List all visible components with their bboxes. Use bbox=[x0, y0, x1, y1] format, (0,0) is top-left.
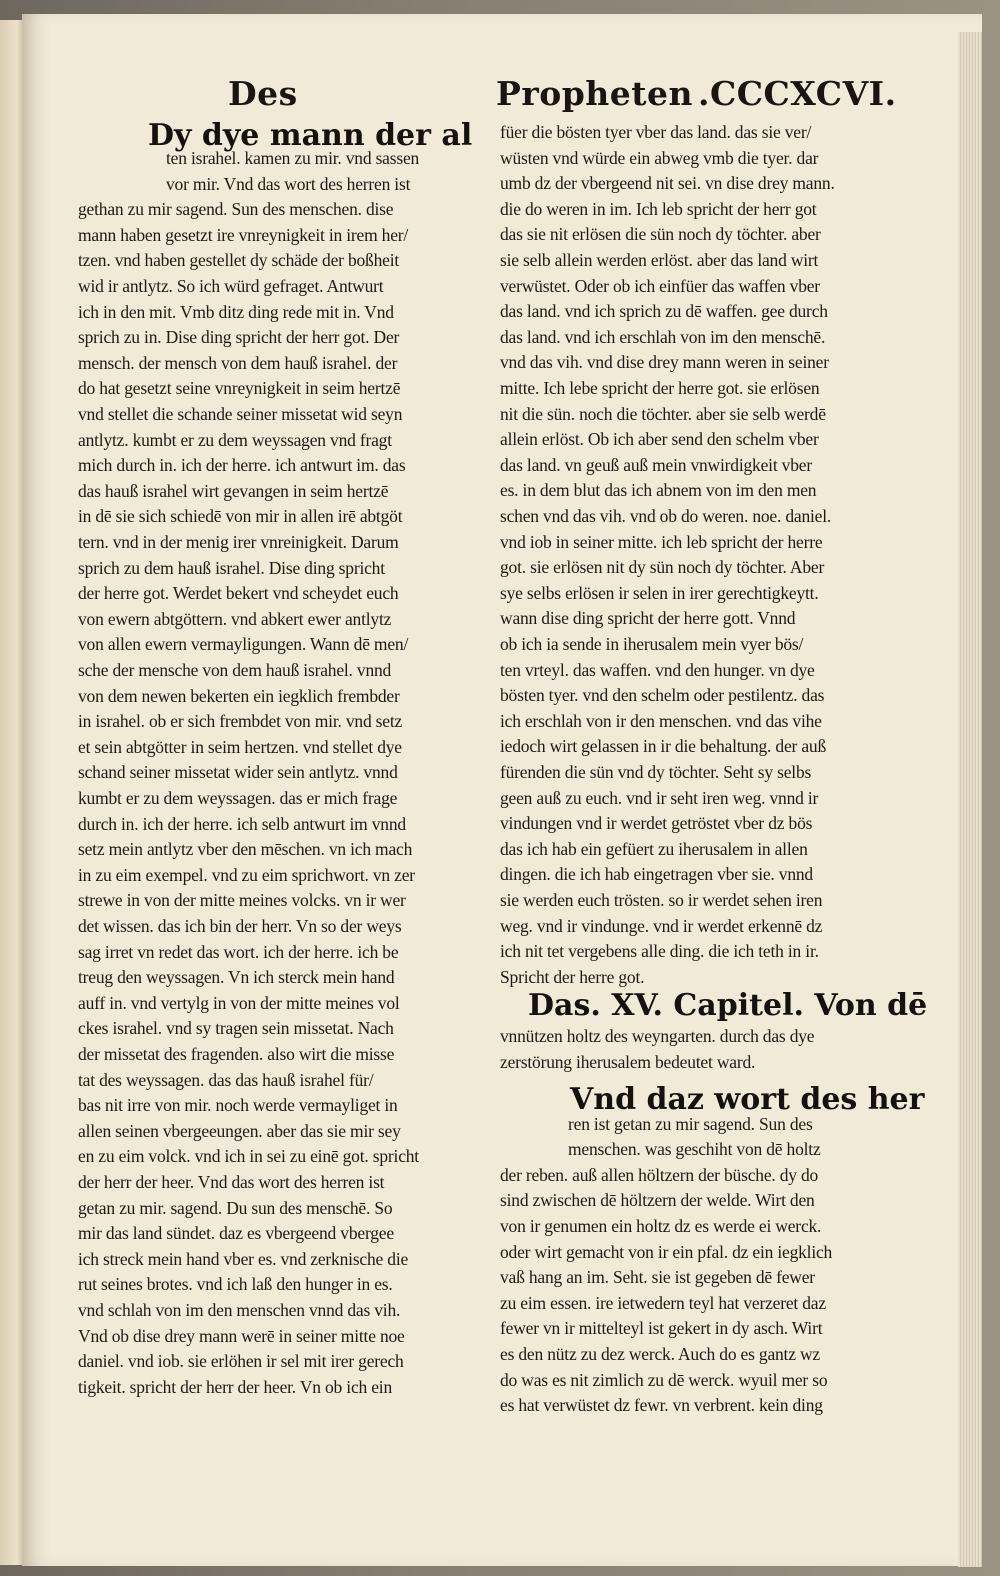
text-line: das hauß israhel wirt gevangen in seim hertzē bbox=[78, 480, 389, 501]
decorated-initial: Dy dye mann der al bbox=[148, 118, 473, 153]
text-line: von allen ewern vermayligungen. Wann dē men/ bbox=[78, 634, 409, 655]
text-line: vnd das vih. vnd dise drey mann weren in seiner bbox=[500, 352, 829, 373]
text-line: dingen. die ich hab eingetragen vber sie. vnnd bbox=[500, 864, 813, 885]
text-line: vindungen vnd ir werdet getröstet vber dz bös bbox=[500, 813, 813, 834]
text-line: ren ist getan zu mir sagend. Sun des bbox=[568, 1113, 813, 1134]
text-line: das sie nit erlösen die sün noch dy töchter. aber bbox=[500, 224, 821, 245]
text-line: do hat gesetzt seine vnreynigkeit in seim hertzē bbox=[78, 378, 401, 399]
text-line: sprich zu dem hauß israhel. Dise ding spricht bbox=[78, 557, 385, 578]
text-line: tzen. vnd haben gestellet dy schäde der boßheit bbox=[78, 250, 400, 271]
decorated-initial-2: Vnd daz wort des her bbox=[570, 1081, 925, 1117]
text-line: mich durch in. ich der herre. ich antwurt im. das bbox=[78, 455, 406, 476]
text-line: strewe in von der mitte meines volcks. vn ir wer bbox=[78, 890, 406, 911]
text-line: en zu eim volck. vnd ich in sei zu einē got. spricht bbox=[78, 1146, 419, 1167]
text-line: vaß hang an im. Seht. sie ist gegeben dē fewer bbox=[500, 1267, 815, 1288]
text-line: schand seiner missetat wider sein antlytz. vnnd bbox=[78, 762, 398, 783]
text-line: der reben. auß allen höltzern der büsche. dy do bbox=[500, 1164, 819, 1185]
text-line: menschen. was geschiht von dē holtz bbox=[568, 1139, 821, 1160]
text-line: allein erlöst. Ob ich aber send den schelm vber bbox=[500, 429, 819, 450]
text-line: sprich zu in. Dise ding spricht der herr got. Der bbox=[78, 327, 400, 348]
text-line: ich in den mit. Vmb ditz ding rede mit in. Vnd bbox=[78, 301, 394, 322]
text-line: der herre got. Werdet bekert vnd scheydet euch bbox=[78, 583, 399, 604]
text-line: in zu eim exempel. vnd zu eim sprichwort. vn zer bbox=[78, 864, 415, 885]
text-line: mir das land sündet. daz es vbergeend vbergee bbox=[78, 1223, 394, 1244]
text-line: das land. vnd ich erschlah von im den menschē. bbox=[500, 326, 826, 347]
chapter-heading: Das. XV. Capitel. Von dē bbox=[528, 988, 928, 1024]
text-line: sag irret vn redet das wort. ich der herre. ich be bbox=[78, 941, 399, 962]
text-line: sye selbs erlösen ir selen in irer gerechtigkeytt. bbox=[500, 582, 819, 603]
text-line: sie werden euch trösten. so ir werdet sehen iren bbox=[500, 890, 823, 910]
text-line: Vnd ob dise drey mann werē in seiner mitte noe bbox=[78, 1325, 405, 1346]
text-line: zu eim essen. ire ietwedern teyl hat verzeret daz bbox=[500, 1292, 826, 1313]
text-line: von ir genumen ein holtz dz es werde ei werck. bbox=[500, 1216, 822, 1236]
text-line: das land. vn geuß auß mein vnwirdigkeit vber bbox=[500, 454, 812, 475]
book-page bbox=[22, 14, 982, 1566]
text-line: antlytz. kumbt er zu dem weyssagen vnd fragt bbox=[78, 429, 392, 450]
text-line: det wissen. das ich bin der herr. Vn so der weys bbox=[78, 916, 402, 936]
text-line: wann dise ding spricht der herre gott. Vnnd bbox=[500, 608, 796, 629]
text-line: es. in dem blut das ich abnem von im den men bbox=[500, 480, 817, 501]
text-line: ten vrteyl. das waffen. vnd den hunger. vn dye bbox=[500, 659, 815, 680]
running-head-left: Des bbox=[228, 74, 298, 113]
text-line: der herr der heer. Vnd das wort des herren ist bbox=[78, 1172, 385, 1192]
text-line: sche der mensche von dem hauß israhel. vnnd bbox=[78, 660, 392, 680]
text-line: et sein abtgötter in seim hertzen. vnd stellet dye bbox=[78, 736, 402, 757]
text-line: vnd schlah von im den menschen vnnd das vih. bbox=[78, 1300, 401, 1320]
text-line: die do weren in im. Ich leb spricht der herr got bbox=[500, 198, 817, 219]
text-line: gethan zu mir sagend. Sun des menschen. dise bbox=[78, 199, 394, 220]
text-line: sind zwischen dē höltzern der welde. Wirt den bbox=[500, 1190, 815, 1211]
text-line: ob ich ia sende in iherusalem mein vyer bös/ bbox=[500, 634, 804, 654]
text-line: daniel. vnd iob. sie erlöhen ir sel mit irer gerech bbox=[78, 1351, 404, 1372]
text-line: tat des weyssagen. das das hauß israhel für/ bbox=[78, 1069, 374, 1090]
text-line: wüsten vnd würde ein abweg vmb die tyer. dar bbox=[500, 147, 819, 168]
text-line: es den nütz zu dez werck. Auch do es gantz wz bbox=[500, 1344, 820, 1364]
text-line: ich erschlah von ir den menschen. vnd das vihe bbox=[500, 710, 822, 731]
text-line: oder wirt gemacht von ir ein pfal. dz ein iegklich bbox=[500, 1241, 833, 1262]
text-line: in israhel. ob er sich frembdet von mir. vnd setz bbox=[78, 711, 403, 732]
text-line: von ewern abtgöttern. vnd abkert ewer antlytz bbox=[78, 608, 392, 629]
text-line: umb dz der vbergeend nit sei. vn dise drey mann. bbox=[500, 173, 835, 194]
folio-number: .CCCXCVI. bbox=[698, 74, 897, 113]
running-head-center: Propheten bbox=[496, 74, 694, 113]
text-line: sie selb allein werden erlöst. aber das land wirt bbox=[500, 250, 819, 270]
text-line: es hat verwüstet dz fewr. vn verbrent. kein ding bbox=[500, 1395, 823, 1416]
text-line: vnd stellet die schande seiner missetat wid seyn bbox=[78, 404, 403, 424]
text-line: verwüstet. Oder ob ich einfüer das waffen vber bbox=[500, 275, 820, 296]
text-line: rut seines brotes. vnd ich laß den hunger in es. bbox=[78, 1274, 393, 1295]
text-line: vnd iob in seiner mitte. ich leb spricht der herre bbox=[500, 531, 823, 552]
text-line: durch in. ich der herre. ich selb antwurt im vnnd bbox=[78, 813, 406, 834]
text-line: kumbt er zu dem weyssagen. das er mich frage bbox=[78, 788, 398, 808]
text-line: got. sie erlösen nit dy sün noch dy töchter. Aber bbox=[500, 557, 825, 578]
text-line: von dem newen bekerten ein iegklich frembder bbox=[78, 685, 400, 706]
text-line: tigkeit. spricht der herr der heer. Vn ob ich ein bbox=[78, 1376, 393, 1397]
text-line: ich streck mein hand vber es. vnd zerknische die bbox=[78, 1248, 409, 1269]
text-line: fewer vn ir mittelteyl ist gekert in dy asch. Wirt bbox=[500, 1318, 823, 1339]
text-line: bas nit irre von mir. noch werde vermayliget in bbox=[78, 1095, 398, 1116]
text-line: weg. vnd ir vindunge. vnd ir werdet erkennē dz bbox=[500, 915, 823, 936]
text-line: der missetat des fragenden. also wirt die misse bbox=[78, 1044, 395, 1064]
text-line: nit die sün. noch die töchter. aber sie selb werdē bbox=[500, 403, 826, 424]
text-line: auff in. vnd vertylg in von der mitte meines vol bbox=[78, 992, 400, 1013]
text-line: mitte. Ich lebe spricht der herre got. sie erlösen bbox=[500, 378, 820, 398]
right-column bbox=[500, 118, 928, 1418]
text-line: wid ir antlytz. So ich würd gefraget. Antwurt bbox=[78, 276, 384, 296]
text-line: mann haben gesetzt ire vnreynigkeit in irem her/ bbox=[78, 224, 409, 245]
text-line: schen vnd das vih. vnd ob do weren. noe. daniel. bbox=[500, 506, 832, 526]
text-line: bösten tyer. vnd den schelm oder pestilentz. das bbox=[500, 685, 825, 706]
chapter-summary-line: zerstörung iherusalem bedeutet ward. bbox=[500, 1052, 756, 1072]
text-line: ckes israhel. vnd sy tragen sein missetat. Nach bbox=[78, 1018, 394, 1039]
text-line: mensch. der mensch von dem hauß israhel. der bbox=[78, 352, 398, 373]
text-line: füer die bösten tyer vber das land. das sie ver/ bbox=[500, 122, 812, 142]
text-line: tern. vnd in der menig irer vnreinigkeit. Darum bbox=[78, 532, 399, 552]
text-line: ich nit tet vergebens alle ding. die ich teth in ir. bbox=[500, 941, 819, 962]
chapter-summary-line: vnnützen holtz des weyngarten. durch das dye bbox=[500, 1026, 815, 1047]
text-line: getan zu mir. sagend. Du sun des menschē. So bbox=[78, 1197, 393, 1218]
text-line: geen auß zu euch. vnd ir seht iren weg. vnnd ir bbox=[500, 787, 819, 808]
page-block-edge bbox=[958, 32, 982, 1567]
text-line: allen seinen vbergeeungen. aber das sie mir sey bbox=[78, 1120, 401, 1141]
text-line: do was es nit zimlich zu dē werck. wyuil mer so bbox=[500, 1369, 828, 1390]
text-line: das land. vnd ich sprich zu dē waffen. gee durch bbox=[500, 301, 828, 322]
text-line: treug den weyssagen. Vn ich sterck mein hand bbox=[78, 967, 395, 988]
text-line: Spricht der herre got. bbox=[500, 966, 645, 987]
text-line: ten israhel. kamen zu mir. vnd sassen bbox=[166, 148, 420, 168]
text-line: vor mir. Vnd das wort des herren ist bbox=[166, 173, 411, 194]
text-line: setz mein antlytz vber den mēschen. vn ich mach bbox=[78, 839, 413, 860]
text-line: iedoch wirt gelassen in ir die behaltung. der auß bbox=[500, 736, 826, 757]
left-column bbox=[78, 118, 498, 1408]
text-line: in dē sie sich schiedē von mir in allen irē abtgöt bbox=[78, 506, 403, 527]
text-line: fürenden die sün vnd dy töchter. Seht sy selbs bbox=[500, 762, 812, 782]
text-line: das ich hab ein gefüert zu iherusalem in allen bbox=[500, 838, 808, 859]
